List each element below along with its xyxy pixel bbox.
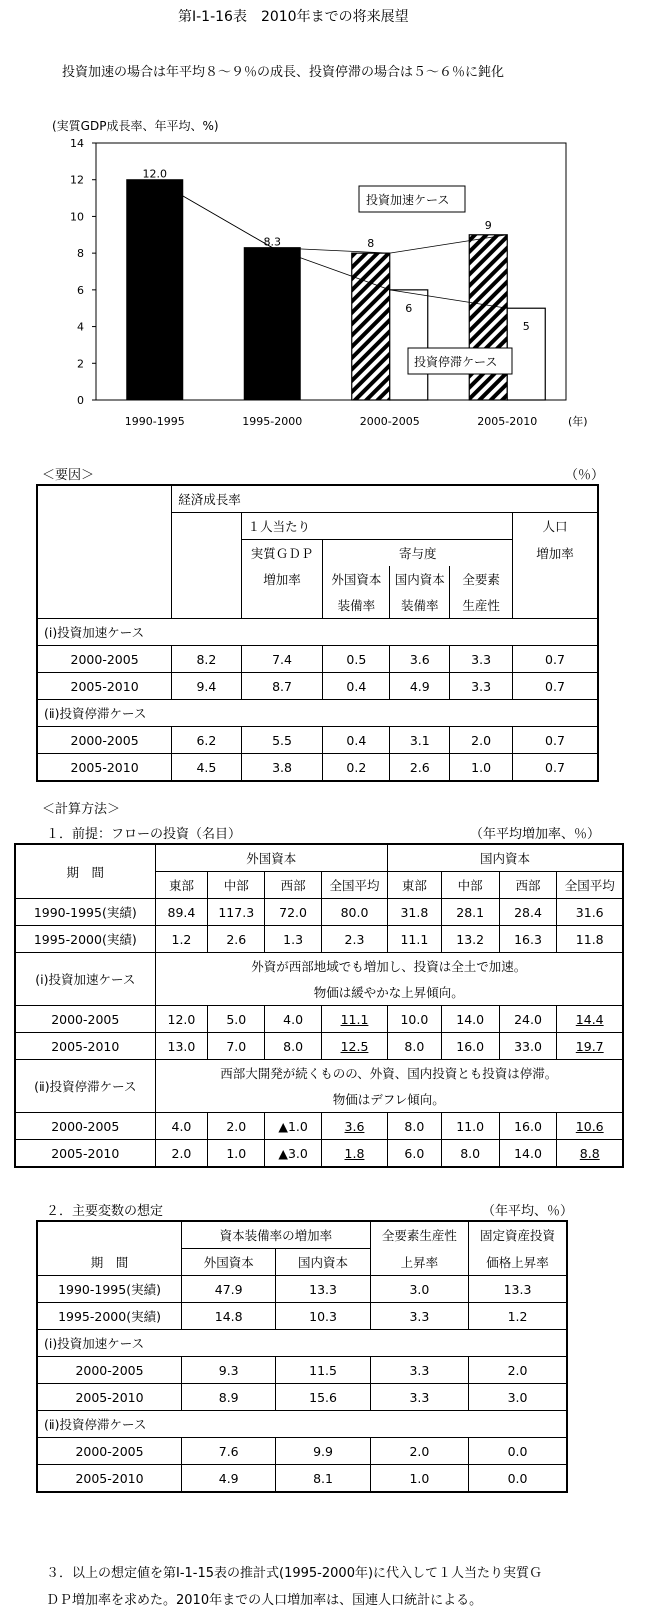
note-line-1: ３．以上の想定値を第Ⅰ-1-15表の推計式(1995-2000年)に代入して１人当たり実質Ｇ (46, 1566, 543, 1581)
y-tick-label: 0 (77, 394, 84, 407)
cell-value: 4.9 (390, 673, 450, 700)
table-row (37, 1303, 567, 1330)
y-tick-label: 14 (70, 137, 84, 150)
cell-value: 2.0 (469, 1357, 567, 1384)
data-label: 12.0 (142, 167, 167, 181)
inv-h-domestic: 国内資本 (387, 844, 623, 872)
table-row (37, 754, 598, 782)
calc-t1-unit: （年平均増加率、％） (470, 827, 601, 842)
factors-h-dk1: 国内資本 (390, 566, 450, 592)
factors-h-gdp1: 実質ＧＤＰ (241, 540, 323, 567)
cell-value: 12.0 (155, 1006, 208, 1033)
region-header: 全国平均 (557, 872, 623, 899)
x-unit-label: (年) (568, 415, 588, 428)
region-header: 中部 (441, 872, 499, 899)
factors-h-tfp1: 全要素 (450, 566, 513, 592)
cell-period: 2000-2005 (15, 1006, 155, 1033)
cell-value: 4.0 (265, 1006, 322, 1033)
y-tick-label: 12 (70, 173, 84, 187)
factors-h-gdp2: 増加率 (241, 566, 323, 592)
cell-value: 3.3 (370, 1357, 468, 1384)
region-header: 中部 (208, 872, 265, 899)
variables-table (36, 1220, 568, 1493)
chart-unit-label: (実質GDP成長率、年平均、%) (52, 119, 219, 133)
y-tick-label: 10 (70, 210, 84, 224)
cell-value: 31.6 (557, 899, 623, 926)
table-row (37, 1357, 567, 1384)
bar-accel (127, 180, 183, 400)
vars-h-tfp1: 全要素生産性 (370, 1221, 468, 1249)
factors-h-dk2: 装備率 (390, 592, 450, 619)
region-header: 全国平均 (322, 872, 388, 899)
cell-period: 2000-2005 (37, 727, 172, 754)
table-row (37, 1465, 567, 1493)
table-row (15, 1006, 623, 1033)
cell-value: 11.5 (276, 1357, 370, 1384)
cell-value: 5.5 (241, 727, 323, 754)
x-tick-label: 1990-1995 (124, 415, 185, 428)
cell-value: 33.0 (499, 1033, 557, 1060)
region-header: 西部 (265, 872, 322, 899)
cell-value: 8.0 (387, 1033, 441, 1060)
cell-value: 0.7 (512, 673, 598, 700)
cell-value: 7.4 (241, 646, 323, 673)
factors-h-fk2: 装備率 (323, 592, 390, 619)
page-title: 第Ⅰ-1-16表 2010年までの将来展望 (178, 9, 409, 25)
inv-case1: (ⅰ)投資加速ケース (15, 953, 155, 1006)
factors-table (36, 484, 599, 782)
cell-period: 2005-2010 (15, 1140, 155, 1168)
cell-value: 9.9 (276, 1438, 370, 1465)
inv-h-foreign: 外国資本 (155, 844, 387, 872)
cell-period: 1990-1995(実績) (15, 899, 155, 926)
x-tick-label: 2005-2010 (477, 415, 538, 428)
cell-value: 8.9 (182, 1384, 276, 1411)
cell-value: 14.0 (499, 1140, 557, 1168)
cell-value: 28.1 (441, 899, 499, 926)
cell-value: 13.2 (441, 926, 499, 953)
cell-value: 2.0 (370, 1438, 468, 1465)
inv-h-period: 期 間 (15, 844, 155, 899)
table-row (37, 727, 598, 754)
region-header: 東部 (387, 872, 441, 899)
cell-value: 2.0 (450, 727, 513, 754)
cell-period: 2000-2005 (37, 1438, 182, 1465)
cell-value: 14.8 (182, 1303, 276, 1330)
factors-unit: （％） (565, 468, 605, 483)
cell-value: 11.0 (441, 1113, 499, 1140)
table-row (15, 1140, 623, 1168)
cell-value: 0.0 (469, 1465, 567, 1493)
table-row (37, 1276, 567, 1303)
factors-h-fk1: 外国資本 (323, 566, 390, 592)
data-label: 8.3 (263, 235, 281, 249)
data-label: 5 (522, 320, 530, 334)
cell-value: 11.1 (322, 1006, 388, 1033)
cell-value: 4.5 (172, 754, 241, 782)
cell-value: 9.4 (172, 673, 241, 700)
cell-value: 16.0 (499, 1113, 557, 1140)
vars-h-price2: 価格上昇率 (469, 1249, 567, 1276)
cell-value: 3.6 (322, 1113, 388, 1140)
vars-h-price1: 固定資産投資 (469, 1221, 567, 1249)
cell-value: 0.2 (323, 754, 390, 782)
bar-accel (352, 253, 390, 400)
cell-value: 1.0 (450, 754, 513, 782)
table-row (37, 1438, 567, 1465)
cell-period: 2000-2005 (37, 646, 172, 673)
cell-value: 12.5 (322, 1033, 388, 1060)
investment-table (14, 843, 624, 1168)
cell-value: 117.3 (208, 899, 265, 926)
cell-period: 2005-2010 (15, 1033, 155, 1060)
cell-value: 47.9 (182, 1276, 276, 1303)
inv-case2: (ⅱ)投資停滞ケース (15, 1060, 155, 1113)
bar-accel (244, 248, 300, 400)
legend-stagnant-label: 投資停滞ケース (414, 355, 498, 369)
cell-value: 3.3 (370, 1303, 468, 1330)
cell-value: 15.6 (276, 1384, 370, 1411)
cell-value: 2.6 (208, 926, 265, 953)
cell-value: 0.7 (512, 646, 598, 673)
cell-value: 72.0 (265, 899, 322, 926)
cell-value: 3.6 (390, 646, 450, 673)
factors-case2: (ⅱ)投資停滞ケース (37, 700, 172, 727)
cell-value: 19.7 (557, 1033, 623, 1060)
cell-value: 3.3 (450, 646, 513, 673)
table-row (37, 673, 598, 700)
calc-heading: ＜計算方法＞ (42, 802, 121, 817)
cell-value: 8.7 (241, 673, 323, 700)
region-header: 東部 (155, 872, 208, 899)
cell-value: 1.0 (370, 1465, 468, 1493)
factors-h-pop1: 人口 (512, 513, 598, 540)
cell-value: 0.4 (323, 727, 390, 754)
cell-value: 10.0 (387, 1006, 441, 1033)
cell-value: 13.3 (276, 1276, 370, 1303)
cell-value: 1.2 (155, 926, 208, 953)
cell-value: 89.4 (155, 899, 208, 926)
y-tick-label: 2 (77, 357, 84, 371)
note-line-2: ＤＰ増加率を求めた。2010年までの人口増加率は、国連人口統計による。 (46, 1593, 483, 1608)
cell-value: 8.1 (276, 1465, 370, 1493)
table-row (15, 926, 623, 953)
cell-period: 1995-2000(実績) (15, 926, 155, 953)
cell-value: 0.7 (512, 727, 598, 754)
x-tick-label: 2000-2005 (359, 415, 420, 428)
calc-t1-title: １．前提：フローの投資（名目） (46, 827, 242, 842)
vars-h-domestic: 国内資本 (276, 1249, 370, 1276)
cell-value: 0.4 (323, 673, 390, 700)
x-tick-label: 1995-2000 (242, 415, 303, 428)
cell-period: 2005-2010 (37, 754, 172, 782)
y-tick-label: 6 (77, 283, 84, 297)
cell-value: 6.0 (387, 1140, 441, 1168)
cell-period: 2005-2010 (37, 673, 172, 700)
vars-unit: （年平均、％） (482, 1204, 574, 1219)
factors-case1: (ⅰ)投資加速ケース (37, 619, 172, 646)
cell-value: 80.0 (322, 899, 388, 926)
cell-value: 3.1 (390, 727, 450, 754)
cell-value: 10.3 (276, 1303, 370, 1330)
inv-case2-note2: 物価はデフレ傾向。 (155, 1086, 623, 1113)
cell-value: 0.5 (323, 646, 390, 673)
cell-value: 11.8 (557, 926, 623, 953)
cell-value: 0.7 (512, 754, 598, 782)
cell-value: 8.8 (557, 1140, 623, 1168)
vars-title: ２．主要変数の想定 (46, 1204, 164, 1219)
y-tick-label: 4 (77, 320, 84, 334)
factors-h-pop2: 増加率 (512, 540, 598, 567)
table-row (15, 899, 623, 926)
cell-value: ▲3.0 (265, 1140, 322, 1168)
factors-h-growth: 経済成長率 (172, 485, 598, 513)
cell-period: 2005-2010 (37, 1465, 182, 1493)
cell-value: 1.8 (322, 1140, 388, 1168)
cell-period: 2005-2010 (37, 1384, 182, 1411)
table-row (15, 1033, 623, 1060)
page-subtitle: 投資加速の場合は年平均８～９％の成長、投資停滞の場合は５～６％に鈍化 (62, 65, 505, 80)
cell-value: 11.1 (387, 926, 441, 953)
cell-value: 31.8 (387, 899, 441, 926)
cell-value: 2.6 (390, 754, 450, 782)
table-row (37, 1384, 567, 1411)
cell-period: 2000-2005 (37, 1357, 182, 1384)
cell-value: 28.4 (499, 899, 557, 926)
cell-value: 9.3 (182, 1357, 276, 1384)
cell-value: 4.9 (182, 1465, 276, 1493)
cell-value: 10.6 (557, 1113, 623, 1140)
cell-value: 5.0 (208, 1006, 265, 1033)
cell-value: 3.0 (469, 1384, 567, 1411)
table-row (15, 1113, 623, 1140)
table-row (37, 646, 598, 673)
cell-value: 14.0 (441, 1006, 499, 1033)
cell-value: 14.4 (557, 1006, 623, 1033)
data-label: 9 (484, 218, 492, 232)
cell-value: 1.3 (265, 926, 322, 953)
vars-h-foreign: 外国資本 (182, 1249, 276, 1276)
cell-period: 1995-2000(実績) (37, 1303, 182, 1330)
bar-accel (469, 235, 507, 400)
y-tick-label: 8 (77, 247, 84, 261)
cell-value: 3.3 (370, 1384, 468, 1411)
cell-value: 24.0 (499, 1006, 557, 1033)
vars-case2: (ⅱ)投資停滞ケース (37, 1411, 182, 1438)
cell-value: 8.0 (441, 1140, 499, 1168)
legend-accel-label: 投資加速ケース (366, 193, 450, 207)
cell-value: 0.0 (469, 1438, 567, 1465)
cell-value: 3.3 (450, 673, 513, 700)
cell-period: 2000-2005 (15, 1113, 155, 1140)
cell-value: 13.0 (155, 1033, 208, 1060)
growth-chart (0, 130, 657, 430)
cell-value: 13.3 (469, 1276, 567, 1303)
inv-case2-note1: 西部大開発が続くものの、外資、国内投資とも投資は停滞。 (155, 1060, 623, 1087)
cell-value: 16.3 (499, 926, 557, 953)
factors-heading: ＜要因＞ (42, 468, 95, 483)
data-label: 6 (405, 301, 413, 315)
factors-h-contrib: 寄与度 (323, 540, 513, 567)
vars-case1: (ⅰ)投資加速ケース (37, 1330, 182, 1357)
cell-value: 4.0 (155, 1113, 208, 1140)
vars-h-tfp2: 上昇率 (370, 1249, 468, 1276)
vars-h-capital: 資本装備率の増加率 (182, 1221, 371, 1249)
inv-case1-note2: 物価は緩やかな上昇傾向。 (155, 979, 623, 1006)
factors-h-tfp2: 生産性 (450, 592, 513, 619)
cell-value: 2.3 (322, 926, 388, 953)
cell-value: 2.0 (155, 1140, 208, 1168)
cell-value: 1.0 (208, 1140, 265, 1168)
region-header: 西部 (499, 872, 557, 899)
data-label: 8 (367, 237, 375, 251)
cell-value: 3.8 (241, 754, 323, 782)
cell-value: 3.0 (370, 1276, 468, 1303)
cell-value: ▲1.0 (265, 1113, 322, 1140)
cell-value: 2.0 (208, 1113, 265, 1140)
cell-value: 8.2 (172, 646, 241, 673)
vars-h-period: 期 間 (37, 1249, 182, 1276)
cell-value: 6.2 (172, 727, 241, 754)
cell-value: 8.0 (387, 1113, 441, 1140)
cell-period: 1990-1995(実績) (37, 1276, 182, 1303)
factors-h-percap: １人当たり (241, 513, 512, 540)
cell-value: 7.0 (208, 1033, 265, 1060)
cell-value: 1.2 (469, 1303, 567, 1330)
cell-value: 8.0 (265, 1033, 322, 1060)
cell-value: 16.0 (441, 1033, 499, 1060)
inv-case1-note1: 外資が西部地域でも増加し、投資は全土で加速。 (155, 953, 623, 980)
cell-value: 7.6 (182, 1438, 276, 1465)
